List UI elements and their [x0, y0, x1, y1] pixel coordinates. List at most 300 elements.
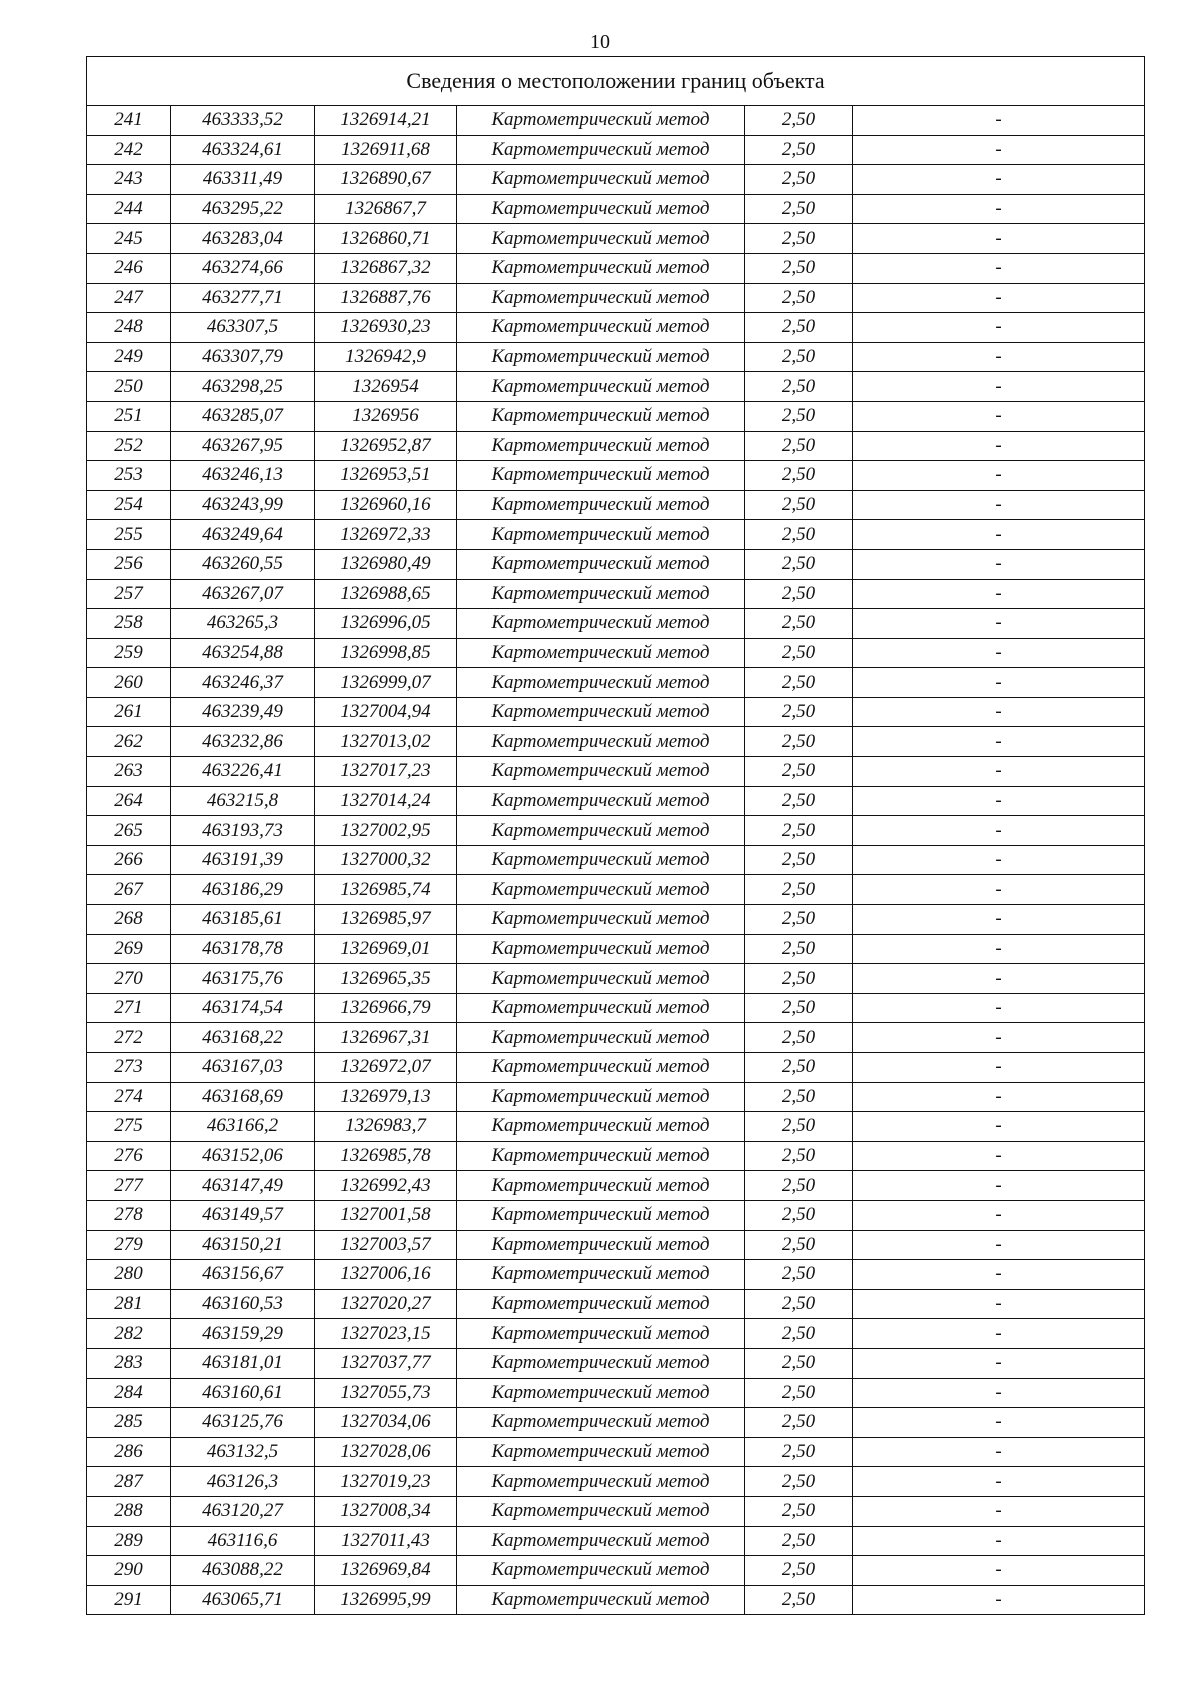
- x-coordinate-cell: 463150,21: [171, 1230, 315, 1260]
- table-row: [87, 431, 1145, 461]
- point-number-cell: 267: [87, 875, 171, 905]
- method-cell: Картометрический метод: [457, 934, 745, 964]
- table-row: [87, 993, 1145, 1023]
- y-coordinate-cell: 1327004,94: [315, 697, 457, 727]
- method-cell: Картометрический метод: [457, 1585, 745, 1615]
- description-cell: -: [853, 1260, 1145, 1290]
- description-cell: -: [853, 490, 1145, 520]
- description-cell: -: [853, 757, 1145, 787]
- x-coordinate-cell: 463168,69: [171, 1082, 315, 1112]
- accuracy-cell: 2,50: [745, 401, 853, 431]
- description-cell: -: [853, 1230, 1145, 1260]
- point-number-cell: 257: [87, 579, 171, 609]
- y-coordinate-cell: 1326956: [315, 401, 457, 431]
- description-cell: -: [853, 1171, 1145, 1201]
- y-coordinate-cell: 1327023,15: [315, 1319, 457, 1349]
- accuracy-cell: 2,50: [745, 934, 853, 964]
- point-number-cell: 291: [87, 1585, 171, 1615]
- table-row: [87, 224, 1145, 254]
- x-coordinate-cell: 463232,86: [171, 727, 315, 757]
- point-number-cell: 273: [87, 1053, 171, 1083]
- y-coordinate-cell: 1326980,49: [315, 549, 457, 579]
- method-cell: Картометрический метод: [457, 905, 745, 935]
- table-row: [87, 461, 1145, 491]
- accuracy-cell: 2,50: [745, 993, 853, 1023]
- point-number-cell: 258: [87, 609, 171, 639]
- point-number-cell: 286: [87, 1437, 171, 1467]
- description-cell: -: [853, 1319, 1145, 1349]
- table-row: [87, 165, 1145, 195]
- accuracy-cell: 2,50: [745, 816, 853, 846]
- description-cell: -: [853, 253, 1145, 283]
- table-row: [87, 549, 1145, 579]
- y-coordinate-cell: 1327008,34: [315, 1496, 457, 1526]
- point-number-cell: 276: [87, 1141, 171, 1171]
- accuracy-cell: 2,50: [745, 1171, 853, 1201]
- table-row: [87, 1289, 1145, 1319]
- x-coordinate-cell: 463166,2: [171, 1112, 315, 1142]
- point-number-cell: 270: [87, 964, 171, 994]
- point-number-cell: 250: [87, 372, 171, 402]
- method-cell: Картометрический метод: [457, 461, 745, 491]
- x-coordinate-cell: 463285,07: [171, 401, 315, 431]
- y-coordinate-cell: 1326992,43: [315, 1171, 457, 1201]
- description-cell: -: [853, 1053, 1145, 1083]
- point-number-cell: 264: [87, 786, 171, 816]
- table-row: [87, 135, 1145, 165]
- description-cell: -: [853, 520, 1145, 550]
- description-cell: -: [853, 283, 1145, 313]
- point-number-cell: 266: [87, 845, 171, 875]
- x-coordinate-cell: 463324,61: [171, 135, 315, 165]
- accuracy-cell: 2,50: [745, 1437, 853, 1467]
- y-coordinate-cell: 1327034,06: [315, 1408, 457, 1438]
- x-coordinate-cell: 463239,49: [171, 697, 315, 727]
- description-cell: -: [853, 1585, 1145, 1615]
- y-coordinate-cell: 1326867,32: [315, 253, 457, 283]
- table-row: [87, 253, 1145, 283]
- y-coordinate-cell: 1327006,16: [315, 1260, 457, 1290]
- table-row: [87, 1053, 1145, 1083]
- accuracy-cell: 2,50: [745, 342, 853, 372]
- accuracy-cell: 2,50: [745, 1289, 853, 1319]
- table-row: [87, 816, 1145, 846]
- description-cell: -: [853, 342, 1145, 372]
- table-row: [87, 1023, 1145, 1053]
- x-coordinate-cell: 463295,22: [171, 194, 315, 224]
- point-number-cell: 272: [87, 1023, 171, 1053]
- y-coordinate-cell: 1326942,9: [315, 342, 457, 372]
- accuracy-cell: 2,50: [745, 1496, 853, 1526]
- table-row: [87, 1141, 1145, 1171]
- x-coordinate-cell: 463126,3: [171, 1467, 315, 1497]
- y-coordinate-cell: 1327011,43: [315, 1526, 457, 1556]
- y-coordinate-cell: 1326887,76: [315, 283, 457, 313]
- description-cell: -: [853, 727, 1145, 757]
- method-cell: Картометрический метод: [457, 520, 745, 550]
- point-number-cell: 260: [87, 668, 171, 698]
- method-cell: Картометрический метод: [457, 165, 745, 195]
- table-title: Сведения о местоположении границ объекта: [87, 57, 1145, 106]
- description-cell: -: [853, 845, 1145, 875]
- point-number-cell: 256: [87, 549, 171, 579]
- accuracy-cell: 2,50: [745, 875, 853, 905]
- description-cell: -: [853, 579, 1145, 609]
- description-cell: -: [853, 1496, 1145, 1526]
- table-row: [87, 1260, 1145, 1290]
- y-coordinate-cell: 1326998,85: [315, 638, 457, 668]
- method-cell: Картометрический метод: [457, 283, 745, 313]
- accuracy-cell: 2,50: [745, 283, 853, 313]
- x-coordinate-cell: 463175,76: [171, 964, 315, 994]
- y-coordinate-cell: 1326985,74: [315, 875, 457, 905]
- accuracy-cell: 2,50: [745, 757, 853, 787]
- x-coordinate-cell: 463311,49: [171, 165, 315, 195]
- point-number-cell: 274: [87, 1082, 171, 1112]
- description-cell: -: [853, 401, 1145, 431]
- accuracy-cell: 2,50: [745, 1348, 853, 1378]
- point-number-cell: 281: [87, 1289, 171, 1319]
- point-number-cell: 259: [87, 638, 171, 668]
- point-number-cell: 282: [87, 1319, 171, 1349]
- description-cell: -: [853, 1023, 1145, 1053]
- method-cell: Картометрический метод: [457, 431, 745, 461]
- point-number-cell: 243: [87, 165, 171, 195]
- y-coordinate-cell: 1326988,65: [315, 579, 457, 609]
- method-cell: Картометрический метод: [457, 342, 745, 372]
- method-cell: Картометрический метод: [457, 313, 745, 343]
- accuracy-cell: 2,50: [745, 1023, 853, 1053]
- x-coordinate-cell: 463168,22: [171, 1023, 315, 1053]
- y-coordinate-cell: 1326953,51: [315, 461, 457, 491]
- x-coordinate-cell: 463298,25: [171, 372, 315, 402]
- y-coordinate-cell: 1326972,07: [315, 1053, 457, 1083]
- accuracy-cell: 2,50: [745, 964, 853, 994]
- y-coordinate-cell: 1327003,57: [315, 1230, 457, 1260]
- table-row: [87, 727, 1145, 757]
- boundary-coordinates-table: [86, 56, 1145, 1615]
- x-coordinate-cell: 463120,27: [171, 1496, 315, 1526]
- x-coordinate-cell: 463191,39: [171, 845, 315, 875]
- y-coordinate-cell: 1327055,73: [315, 1378, 457, 1408]
- method-cell: Картометрический метод: [457, 1023, 745, 1053]
- point-number-cell: 262: [87, 727, 171, 757]
- method-cell: Картометрический метод: [457, 1112, 745, 1142]
- method-cell: Картометрический метод: [457, 697, 745, 727]
- y-coordinate-cell: 1327001,58: [315, 1200, 457, 1230]
- point-number-cell: 288: [87, 1496, 171, 1526]
- method-cell: Картометрический метод: [457, 1171, 745, 1201]
- y-coordinate-cell: 1326954: [315, 372, 457, 402]
- x-coordinate-cell: 463226,41: [171, 757, 315, 787]
- y-coordinate-cell: 1326983,7: [315, 1112, 457, 1142]
- y-coordinate-cell: 1326911,68: [315, 135, 457, 165]
- point-number-cell: 290: [87, 1556, 171, 1586]
- point-number-cell: 263: [87, 757, 171, 787]
- y-coordinate-cell: 1327013,02: [315, 727, 457, 757]
- accuracy-cell: 2,50: [745, 579, 853, 609]
- x-coordinate-cell: 463160,53: [171, 1289, 315, 1319]
- point-number-cell: 247: [87, 283, 171, 313]
- y-coordinate-cell: 1326995,99: [315, 1585, 457, 1615]
- y-coordinate-cell: 1326960,16: [315, 490, 457, 520]
- table-row: [87, 697, 1145, 727]
- method-cell: Картометрический метод: [457, 135, 745, 165]
- description-cell: -: [853, 1408, 1145, 1438]
- y-coordinate-cell: 1327019,23: [315, 1467, 457, 1497]
- description-cell: -: [853, 549, 1145, 579]
- description-cell: -: [853, 875, 1145, 905]
- method-cell: Картометрический метод: [457, 490, 745, 520]
- table-row: [87, 313, 1145, 343]
- accuracy-cell: 2,50: [745, 1200, 853, 1230]
- table-row: [87, 1585, 1145, 1615]
- description-cell: -: [853, 165, 1145, 195]
- method-cell: Картометрический метод: [457, 993, 745, 1023]
- x-coordinate-cell: 463246,37: [171, 668, 315, 698]
- y-coordinate-cell: 1327014,24: [315, 786, 457, 816]
- x-coordinate-cell: 463159,29: [171, 1319, 315, 1349]
- x-coordinate-cell: 463125,76: [171, 1408, 315, 1438]
- table-row: [87, 1230, 1145, 1260]
- y-coordinate-cell: 1326996,05: [315, 609, 457, 639]
- method-cell: Картометрический метод: [457, 372, 745, 402]
- point-number-cell: 283: [87, 1348, 171, 1378]
- accuracy-cell: 2,50: [745, 1112, 853, 1142]
- method-cell: Картометрический метод: [457, 609, 745, 639]
- y-coordinate-cell: 1326890,67: [315, 165, 457, 195]
- x-coordinate-cell: 463149,57: [171, 1200, 315, 1230]
- method-cell: Картометрический метод: [457, 549, 745, 579]
- x-coordinate-cell: 463265,3: [171, 609, 315, 639]
- method-cell: Картометрический метод: [457, 1408, 745, 1438]
- accuracy-cell: 2,50: [745, 727, 853, 757]
- description-cell: -: [853, 1289, 1145, 1319]
- y-coordinate-cell: 1326860,71: [315, 224, 457, 254]
- x-coordinate-cell: 463065,71: [171, 1585, 315, 1615]
- method-cell: Картометрический метод: [457, 253, 745, 283]
- table-row: [87, 490, 1145, 520]
- method-cell: Картометрический метод: [457, 1467, 745, 1497]
- table-row: [87, 1437, 1145, 1467]
- method-cell: Картометрический метод: [457, 1526, 745, 1556]
- method-cell: Картометрический метод: [457, 401, 745, 431]
- x-coordinate-cell: 463307,79: [171, 342, 315, 372]
- description-cell: -: [853, 993, 1145, 1023]
- table-row: [87, 609, 1145, 639]
- y-coordinate-cell: 1326969,84: [315, 1556, 457, 1586]
- table-row: [87, 757, 1145, 787]
- method-cell: Картометрический метод: [457, 1348, 745, 1378]
- accuracy-cell: 2,50: [745, 431, 853, 461]
- y-coordinate-cell: 1326979,13: [315, 1082, 457, 1112]
- table-row: [87, 401, 1145, 431]
- method-cell: Картометрический метод: [457, 668, 745, 698]
- description-cell: -: [853, 816, 1145, 846]
- method-cell: Картометрический метод: [457, 816, 745, 846]
- point-number-cell: 252: [87, 431, 171, 461]
- x-coordinate-cell: 463152,06: [171, 1141, 315, 1171]
- method-cell: Картометрический метод: [457, 845, 745, 875]
- x-coordinate-cell: 463277,71: [171, 283, 315, 313]
- accuracy-cell: 2,50: [745, 1408, 853, 1438]
- method-cell: Картометрический метод: [457, 964, 745, 994]
- y-coordinate-cell: 1327002,95: [315, 816, 457, 846]
- point-number-cell: 261: [87, 697, 171, 727]
- method-cell: Картометрический метод: [457, 1378, 745, 1408]
- point-number-cell: 268: [87, 905, 171, 935]
- accuracy-cell: 2,50: [745, 135, 853, 165]
- method-cell: Картометрический метод: [457, 194, 745, 224]
- x-coordinate-cell: 463193,73: [171, 816, 315, 846]
- table-row: [87, 845, 1145, 875]
- table-row: [87, 638, 1145, 668]
- x-coordinate-cell: 463254,88: [171, 638, 315, 668]
- description-cell: -: [853, 224, 1145, 254]
- y-coordinate-cell: 1326985,97: [315, 905, 457, 935]
- table-row: [87, 1348, 1145, 1378]
- x-coordinate-cell: 463116,6: [171, 1526, 315, 1556]
- point-number-cell: 278: [87, 1200, 171, 1230]
- table-row: [87, 1408, 1145, 1438]
- description-cell: -: [853, 461, 1145, 491]
- description-cell: -: [853, 1112, 1145, 1142]
- method-cell: Картометрический метод: [457, 1496, 745, 1526]
- table-row: [87, 520, 1145, 550]
- accuracy-cell: 2,50: [745, 165, 853, 195]
- method-cell: Картометрический метод: [457, 1082, 745, 1112]
- x-coordinate-cell: 463178,78: [171, 934, 315, 964]
- x-coordinate-cell: 463260,55: [171, 549, 315, 579]
- description-cell: -: [853, 106, 1145, 136]
- x-coordinate-cell: 463088,22: [171, 1556, 315, 1586]
- accuracy-cell: 2,50: [745, 668, 853, 698]
- x-coordinate-cell: 463267,95: [171, 431, 315, 461]
- description-cell: -: [853, 668, 1145, 698]
- description-cell: -: [853, 1082, 1145, 1112]
- description-cell: -: [853, 1378, 1145, 1408]
- x-coordinate-cell: 463333,52: [171, 106, 315, 136]
- method-cell: Картометрический метод: [457, 1556, 745, 1586]
- table-row: [87, 668, 1145, 698]
- y-coordinate-cell: 1326867,7: [315, 194, 457, 224]
- x-coordinate-cell: 463174,54: [171, 993, 315, 1023]
- y-coordinate-cell: 1326930,23: [315, 313, 457, 343]
- point-number-cell: 271: [87, 993, 171, 1023]
- table-body: [87, 106, 1145, 1615]
- table-row: [87, 1112, 1145, 1142]
- accuracy-cell: 2,50: [745, 638, 853, 668]
- x-coordinate-cell: 463185,61: [171, 905, 315, 935]
- x-coordinate-cell: 463274,66: [171, 253, 315, 283]
- x-coordinate-cell: 463167,03: [171, 1053, 315, 1083]
- method-cell: Картометрический метод: [457, 1437, 745, 1467]
- method-cell: Картометрический метод: [457, 638, 745, 668]
- x-coordinate-cell: 463132,5: [171, 1437, 315, 1467]
- point-number-cell: 287: [87, 1467, 171, 1497]
- accuracy-cell: 2,50: [745, 1141, 853, 1171]
- x-coordinate-cell: 463215,8: [171, 786, 315, 816]
- point-number-cell: 279: [87, 1230, 171, 1260]
- accuracy-cell: 2,50: [745, 313, 853, 343]
- accuracy-cell: 2,50: [745, 372, 853, 402]
- method-cell: Картометрический метод: [457, 727, 745, 757]
- x-coordinate-cell: 463267,07: [171, 579, 315, 609]
- description-cell: -: [853, 313, 1145, 343]
- x-coordinate-cell: 463186,29: [171, 875, 315, 905]
- x-coordinate-cell: 463160,61: [171, 1378, 315, 1408]
- accuracy-cell: 2,50: [745, 549, 853, 579]
- description-cell: -: [853, 1200, 1145, 1230]
- point-number-cell: 242: [87, 135, 171, 165]
- y-coordinate-cell: 1326999,07: [315, 668, 457, 698]
- description-cell: -: [853, 1437, 1145, 1467]
- accuracy-cell: 2,50: [745, 905, 853, 935]
- description-cell: -: [853, 1348, 1145, 1378]
- table-row: [87, 786, 1145, 816]
- accuracy-cell: 2,50: [745, 461, 853, 491]
- accuracy-cell: 2,50: [745, 520, 853, 550]
- description-cell: -: [853, 135, 1145, 165]
- table-row: [87, 372, 1145, 402]
- x-coordinate-cell: 463246,13: [171, 461, 315, 491]
- method-cell: Картометрический метод: [457, 1230, 745, 1260]
- y-coordinate-cell: 1327028,06: [315, 1437, 457, 1467]
- accuracy-cell: 2,50: [745, 490, 853, 520]
- method-cell: Картометрический метод: [457, 757, 745, 787]
- accuracy-cell: 2,50: [745, 1319, 853, 1349]
- x-coordinate-cell: 463307,5: [171, 313, 315, 343]
- table-row: [87, 875, 1145, 905]
- table-row: [87, 194, 1145, 224]
- point-number-cell: 246: [87, 253, 171, 283]
- y-coordinate-cell: 1326967,31: [315, 1023, 457, 1053]
- table-row: [87, 934, 1145, 964]
- description-cell: -: [853, 934, 1145, 964]
- description-cell: -: [853, 1526, 1145, 1556]
- table-row: [87, 1467, 1145, 1497]
- accuracy-cell: 2,50: [745, 1378, 853, 1408]
- x-coordinate-cell: 463249,64: [171, 520, 315, 550]
- table-row: [87, 905, 1145, 935]
- table-row: [87, 1496, 1145, 1526]
- point-number-cell: 284: [87, 1378, 171, 1408]
- y-coordinate-cell: 1326952,87: [315, 431, 457, 461]
- table-row: [87, 1556, 1145, 1586]
- method-cell: Картометрический метод: [457, 786, 745, 816]
- accuracy-cell: 2,50: [745, 1526, 853, 1556]
- method-cell: Картометрический метод: [457, 1200, 745, 1230]
- description-cell: -: [853, 905, 1145, 935]
- accuracy-cell: 2,50: [745, 1230, 853, 1260]
- point-number-cell: 289: [87, 1526, 171, 1556]
- accuracy-cell: 2,50: [745, 1467, 853, 1497]
- y-coordinate-cell: 1326914,21: [315, 106, 457, 136]
- x-coordinate-cell: 463156,67: [171, 1260, 315, 1290]
- point-number-cell: 277: [87, 1171, 171, 1201]
- point-number-cell: 265: [87, 816, 171, 846]
- point-number-cell: 275: [87, 1112, 171, 1142]
- table-row: [87, 964, 1145, 994]
- description-cell: -: [853, 638, 1145, 668]
- point-number-cell: 285: [87, 1408, 171, 1438]
- description-cell: -: [853, 697, 1145, 727]
- y-coordinate-cell: 1327017,23: [315, 757, 457, 787]
- table-row: [87, 283, 1145, 313]
- point-number-cell: 248: [87, 313, 171, 343]
- description-cell: -: [853, 786, 1145, 816]
- point-number-cell: 249: [87, 342, 171, 372]
